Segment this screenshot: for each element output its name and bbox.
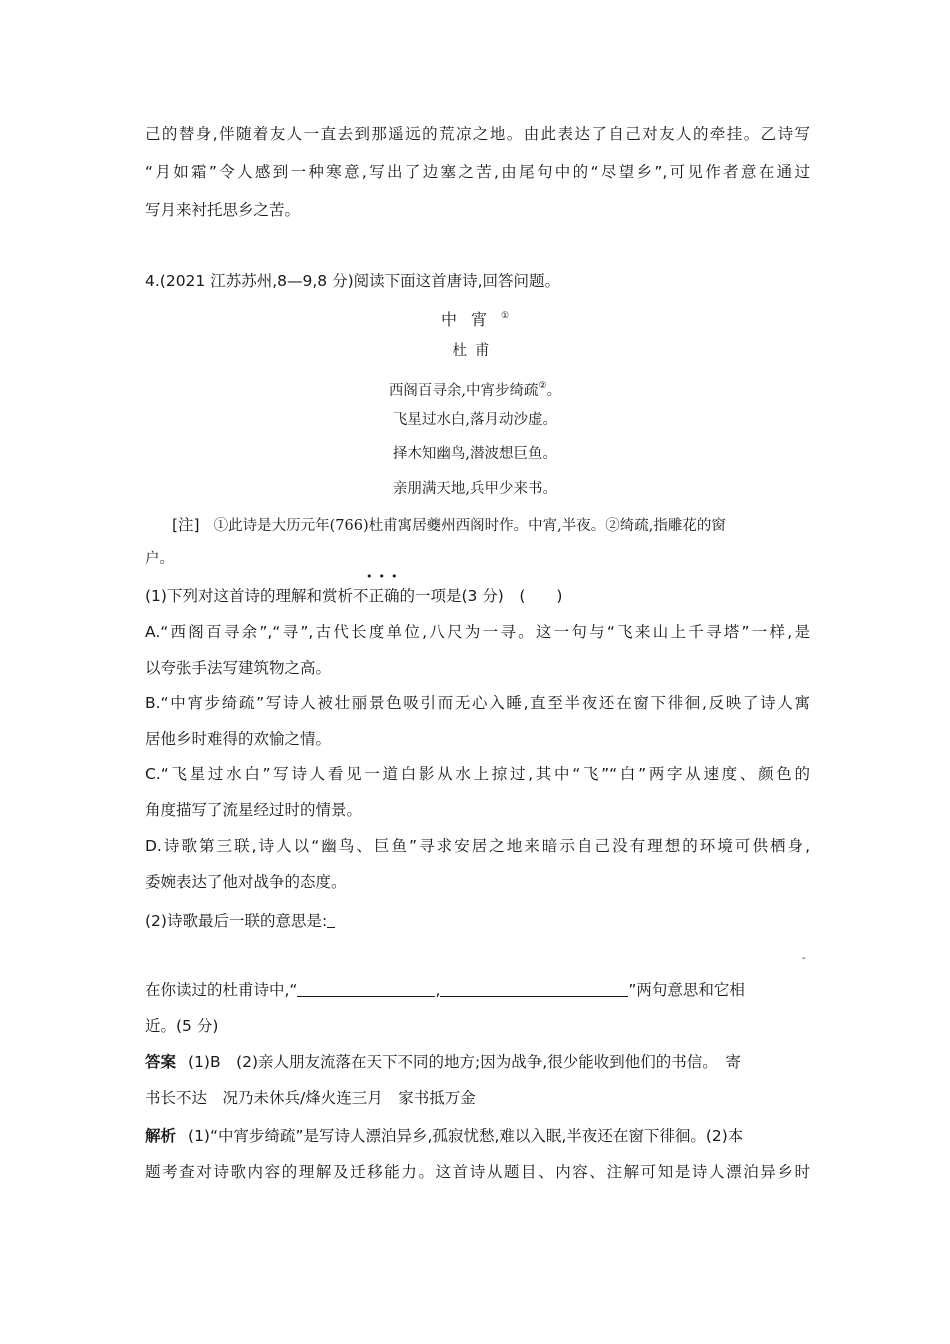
poem-title-footnote-mark: ① — [500, 311, 510, 321]
answer-line-cont: 书长不达 况乃未休兵/烽火连三月 家书抵万金 — [145, 1089, 476, 1107]
option-c: C.“飞星过水白”写诗人看见一道白影从水上掠过,其中“飞”“白”两字从速度、颜色的 — [145, 765, 810, 783]
answer-blank[interactable] — [327, 911, 335, 928]
continued-text-line: “月如霜”令人感到一种寒意,写出了边塞之苦,由尾句中的“尽望乡”,可见作者意在通过 — [145, 163, 810, 181]
sub-question-2-stem: (2)诗歌最后一联的意思是: — [145, 912, 328, 930]
answer-line — [145, 1051, 810, 1073]
analysis-line — [145, 1125, 810, 1147]
analysis-label: 解析 — [145, 1127, 177, 1145]
poem-title-text: 中宵 — [440, 310, 501, 329]
answer-blank-second-line[interactable] — [440, 980, 628, 997]
answer-label: 答案 — [145, 1053, 177, 1071]
blank-separator: , — [435, 981, 441, 999]
option-d: D.诗歌第三联,诗人以“幽鸟、巨鱼”寻求安居之地来暗示自己没有理想的环境可供栖身, — [145, 837, 810, 855]
option-b-cont: 居他乡时难得的欢愉之情。 — [145, 730, 332, 748]
answer-text: (1)B (2)亲人朋友流落在天下不同的地方;因为战争,很少能收到他们的书信。 寄 — [188, 1053, 741, 1071]
continued-text-line: 写月来衬托思乡之苦。 — [145, 201, 301, 219]
option-a: A.“西阁百寻余”,“寻”,古代长度单位,八尺为一寻。这一句与“飞来山上千寻塔”一样,是 — [145, 623, 810, 641]
option-c-cont: 角度描写了流星经过时的情景。 — [145, 801, 363, 819]
poem-author: 杜甫 — [452, 343, 498, 359]
sub-question-1: (1)下列对这首诗的理解和赏析不正确的一项是(3 分) ( ) — [145, 587, 563, 605]
poem-title — [0, 305, 950, 331]
emphasis-dots: ••• — [366, 570, 404, 583]
note-line — [172, 514, 810, 537]
analysis-line-cont: 题考查对诗歌内容的理解及迁移能力。这首诗从题目、内容、注解可知是诗人漂泊异乡时 — [145, 1163, 810, 1181]
poem-footnote-mark: ② — [538, 381, 547, 391]
poem-line — [0, 375, 950, 402]
poem-line: 亲朋满天地,兵甲少来书。 — [392, 481, 558, 497]
option-a-cont: 以夸张手法写建筑物之高。 — [145, 659, 332, 677]
answer-blank-first-line[interactable] — [297, 980, 435, 997]
option-d-cont: 委婉表达了他对战争的态度。 — [145, 873, 347, 891]
sub-question-2-text: 在你读过的杜甫诗中,“ — [145, 981, 298, 999]
note-line: 户。 — [145, 551, 174, 567]
sub-question-2-cont — [145, 979, 810, 1001]
sub-question-2 — [145, 910, 810, 932]
poem-line-end: 。 — [546, 383, 562, 399]
question-header: 4.(2021 江苏苏州,8—9,8 分)阅读下面这首唐诗,回答问题。 — [145, 272, 561, 290]
poem-line-text: 西阁百寻余,中宵步绮疏 — [388, 383, 539, 399]
option-b: B.“中宵步绮疏”写诗人被壮丽景色吸引而无心入睡,直至半夜还在窗下徘徊,反映了诗人寓 — [145, 694, 810, 712]
sub-question-2-points: 近。(5 分) — [145, 1017, 219, 1035]
note-text: ①此诗是大历元年(766)杜甫寓居夔州西阁时作。中宵,半夜。②绮疏,指雕花的窗 — [213, 518, 726, 534]
sub-question-2-text-end: ”两句意思和它相 — [628, 981, 745, 999]
note-label: [注] — [172, 516, 200, 534]
continued-text-line: 己的替身,伴随着友人一直去到那遥远的荒凉之地。由此表达了自己对友人的牵挂。乙诗写 — [145, 125, 810, 143]
blank-line-end-mark: - — [802, 953, 806, 964]
poem-line: 择木知幽鸟,潜波想巨鱼。 — [392, 446, 558, 462]
analysis-text: (1)“中宵步绮疏”是写诗人漂泊异乡,孤寂忧愁,难以入眠,半夜还在窗下徘徊。(2)本 — [188, 1127, 744, 1145]
poem-line: 飞星过水白,落月动沙虚。 — [392, 412, 558, 428]
